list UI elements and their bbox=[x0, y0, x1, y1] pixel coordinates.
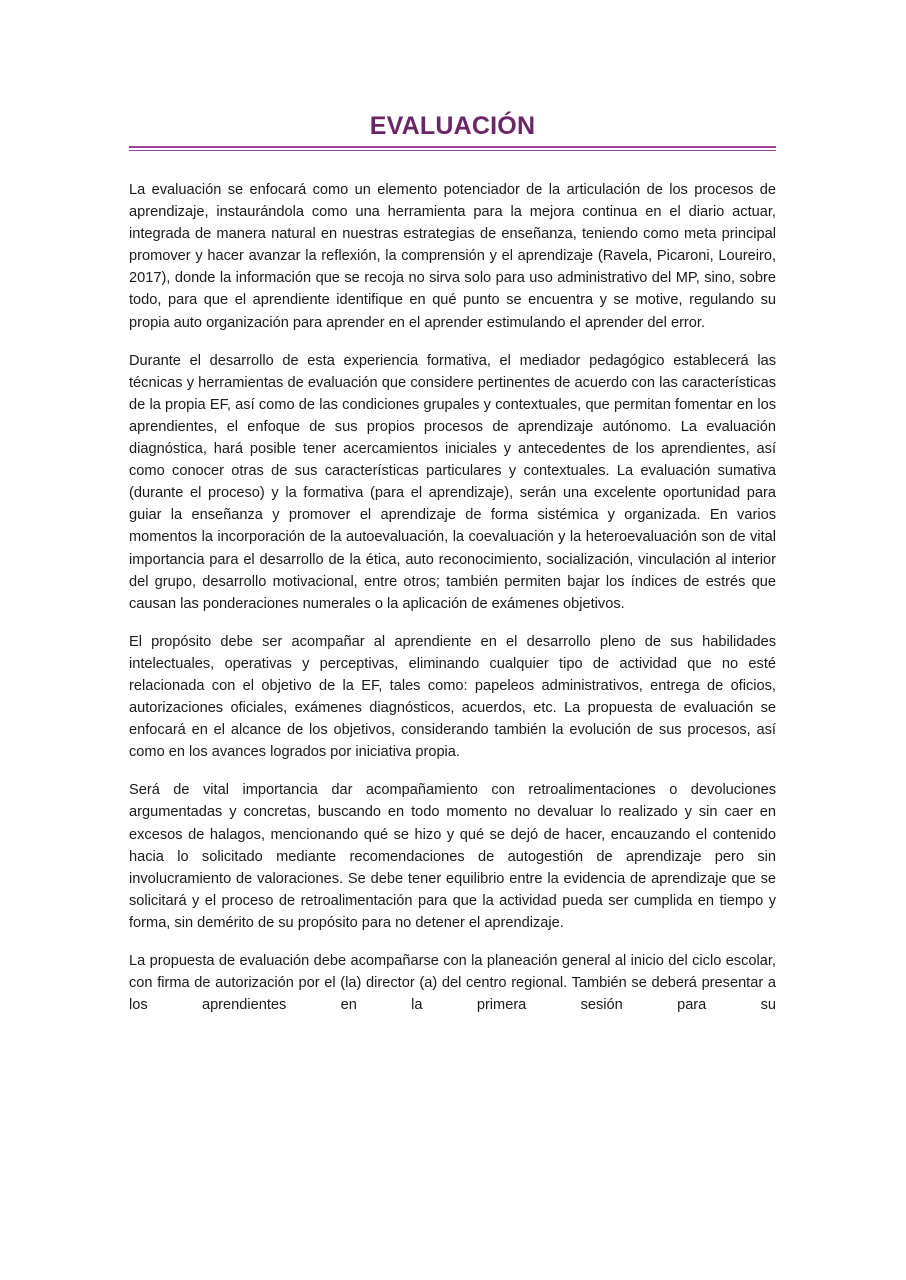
paragraph: El propósito debe ser acompañar al aprendiente en el desarrollo pleno de sus habilidades intelectuales, operativas y perceptivas, eliminando cualquier tipo de actividad que no esté relacionada con el objetivo de la EF, tales como: papeleos administrativos, entrega de oficios, autorizaciones oficiales, exámenes diagnósticos, acuerdos, etc. La propuesta de evaluación se enfocará en el alcance de los objetivos, considerando también la evolución de sus procesos, así como en los avances logrados por iniciativa propia. bbox=[129, 633, 776, 761]
paragraph: Será de vital importancia dar acompañamiento con retroalimentaciones o devoluciones argumentadas y concretas, buscando en todo momento no devaluar lo realizado y sin caer en excesos de halagos, mencionando qué se hizo y qué se dejó de hacer, encauzando el contenido hacia lo solicitado mediante recomendaciones de autogestión de aprendizaje pero sin involucramiento de valoraciones. Se debe tener equilibrio entre la evidencia de aprendizaje que se solicitará y el proceso de retroalimentación para que la actividad pueda ser cumplida en tiempo y forma, sin demérito de su propósito para no detener el aprendizaje. bbox=[129, 782, 776, 931]
title-divider-line-thin bbox=[129, 150, 776, 151]
document-page bbox=[129, 108, 776, 1032]
title-divider-line-thick bbox=[129, 146, 776, 148]
page-title: EVALUACIÓN bbox=[369, 112, 536, 140]
title-divider bbox=[129, 146, 776, 152]
paragraph: La evaluación se enfocará como un elemento potenciador de la articulación de los procesos de aprendizaje, instaurándola como una herramienta para la mejora continua en el diario actuar, integrada de manera natural en nuestras estrategias de enseñanza, teniendo como meta principal promover y hacer avanzar la reflexión, la comprensión y el aprendizaje (Ravela, Picaroni, Loureiro, 2017), donde la información que se recoja no sirva solo para uso administrativo del MP, sino, sobre todo, para que el aprendiente identifique en qué punto se encuentra y se motive, regulando su propia auto organización para aprender en el aprender estimulando el aprender del error. bbox=[129, 182, 776, 331]
paragraph-continued: La propuesta de evaluación debe acompañarse con la planeación general al inicio del ciclo escolar, con firma de autorización por el (la) director (a) del centro regional. También se deberá presentar a los aprendientes en la primera sesión para su bbox=[129, 953, 776, 1014]
document-body bbox=[129, 179, 776, 1016]
paragraph: Durante el desarrollo de esta experiencia formativa, el mediador pedagógico establecerá las técnicas y herramientas de evaluación que considere pertinentes de acuerdo con las características de la propia EF, así como de las condiciones grupales y contextuales, que permitan fomentar en los aprendientes, el enfoque de sus propios procesos de aprendizaje autónomo. La evaluación diagnóstica, hará posible tener acercamientos iniciales y antecedentes de los aprendientes, así como conocer otras de sus características particulares y contextuales. La evaluación sumativa (durante el proceso) y la formativa (para el aprendizaje), serán una excelente oportunidad para guiar la enseñanza y promover el aprendizaje de forma sistémica y organizada. En varios momentos la incorporación de la autoevaluación, la coevaluación y la heteroevaluación son de vital importancia para el desarrollo de la ética, auto reconocimiento, socialización, vinculación al interior del grupo, desarrollo motivacional, entre otros; también permiten bajar los índices de estrés que causan las ponderaciones numerales o la aplicación de exámenes objetivos. bbox=[129, 352, 776, 612]
